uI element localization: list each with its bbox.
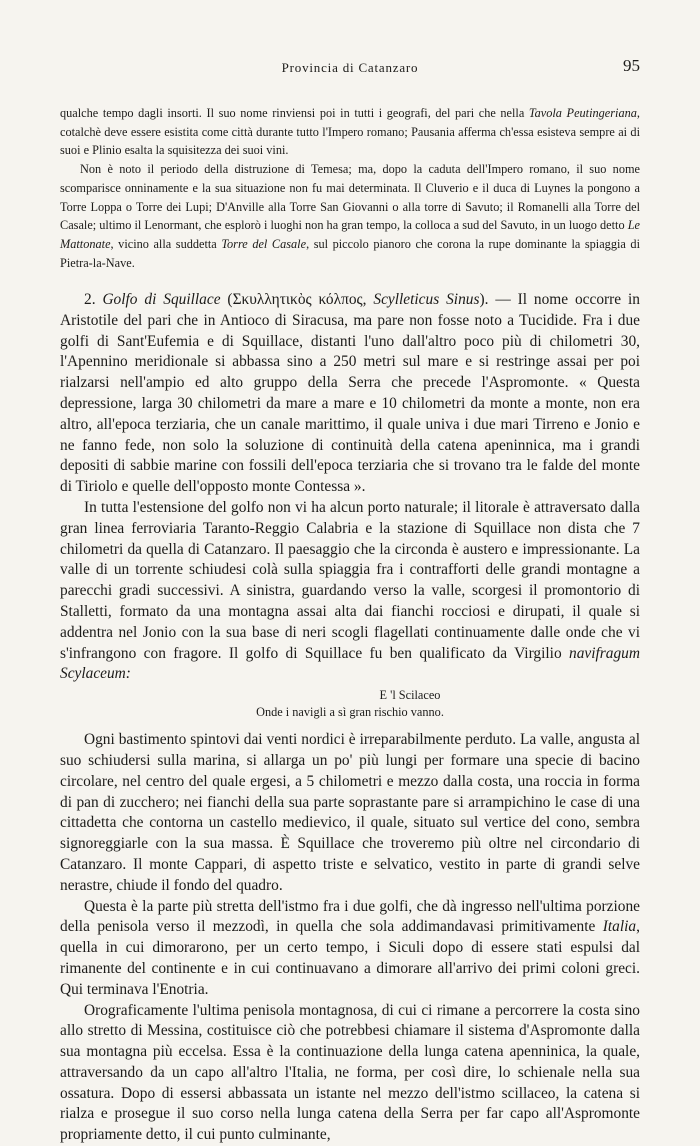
- italic-text: Golfo di Squillace: [102, 291, 220, 308]
- text-run: , cotalchè deve essere esistita come città durante tutto l'Impero romano; Pausania afferma ch'essa esisteva sempre ai di suoi e Plinio esalta la squisitezza dei suoi vini.: [60, 106, 640, 157]
- text-run: Orograficamente l'ultima penisola montagnosa, di cui ci rimane a percorrere la costa sino allo stretto di Messina, costituisce ciò che potrebbesi chiamare il sistema d'Aspromonte dalla sua montagna più eccelsa. Essa è la continuazione della lunga catena apenninica, la quale, attraversando da un capo all'altro l'Italia, ne forma, per così dire, lo schienale nella sua ossatura. Dopo di essersi abbassata un istante nel mezzo dell'istmo scillaceo, la catena si rialza e prosegue il suo corso nella lunga catena della Serra per far capo all'Aspromonte propriamente detto, il cui punto culminante,: [60, 1002, 640, 1144]
- italic-text: Italia: [603, 918, 636, 935]
- italic-text: Tavola Peutingeriana: [529, 106, 637, 120]
- running-head: [60, 56, 640, 80]
- paragraph: [60, 1001, 640, 1146]
- paragraph: [60, 498, 640, 685]
- paragraph: [60, 897, 640, 1001]
- italic-text: navifragum Scylaceum:: [60, 645, 640, 683]
- text-run: ). — Il nome occorre in Aristotile del pari che in Antioco di Siracusa, ma pare non fosse noto a Tucidide. Fra i due golfi di Sant'Eufemia e di Squillace, distanti l'uno dall'altro poco più di chilometri 30, l'Apennino meridionale si abbassa sino a 250 metri sul mare e si restringe assai per poi rialzarsi nell'ampio ed alto gruppo della Serra che precede l'Aspromonte. « Questa depressione, larga 30 chilometri da mare a mare e 10 chilometri da monte a monte, non era altro, all'epoca terziaria, che un canale marittimo, il quale univa i due mari Tirreno e Jonio e ne fanno fede, non solo la soluzione di continuità della catena apeninnica, ma i grandi depositi di sabbie marine con fossili dell'epoca terziaria che si trovano tra le falde del monte di Tiriolo e quelle dell'opposto monte Contessa ».: [60, 291, 640, 495]
- italic-text: Scylleticus Sinus: [373, 291, 479, 308]
- page-number: 95: [623, 56, 640, 76]
- paragraph: [60, 160, 640, 272]
- verse-line-2: Onde i navigli a sì gran rischio vanno.: [60, 704, 640, 721]
- text-run: 2.: [84, 291, 102, 308]
- italic-text: Torre del Casale: [221, 237, 306, 251]
- text-run: (: [221, 291, 233, 308]
- running-title: Provincia di Catanzaro: [60, 60, 640, 76]
- text-run: qualche tempo dagli insorti. Il suo nome rinviensi poi in tutti i geografi, del pari che nella: [60, 106, 529, 120]
- main-text-section: [60, 290, 640, 1146]
- text-run: , quella in cui dimorarono, per un certo tempo, i Siculi dopo di essere stati espulsi dal rimanente del continente e in cui continuavano a dimorare all'arrivo dei primi coloni greci. Qui terminava l'Enotria.: [60, 918, 640, 997]
- small-print-section: [60, 104, 640, 272]
- verse-quote: [60, 687, 640, 721]
- text-run: , vicino alla suddetta: [111, 237, 222, 251]
- paragraph: [60, 104, 640, 160]
- italic-text: Le Mattonate: [60, 218, 640, 251]
- verse-line-1: E 'l Scilaceo: [60, 687, 640, 704]
- paragraph: [60, 730, 640, 896]
- text-run: , sul piccolo pianoro che corona la rupe dominante la spiaggia di Pietra-la-Nave.: [60, 237, 640, 270]
- golfo-squillace-section: [60, 290, 640, 685]
- paragraph: [60, 290, 640, 498]
- text-run: Ogni bastimento spintovi dai venti nordici è irreparabilmente perduto. La valle, angusta al suo schiudersi sulla marina, si allarga un po' più lungi per formare una specie di bacino circolare, nel centro del quale ergesi, a 5 chilometri e mezzo dalla costa, una roccia in forma di pan di zucchero; nei fianchi della sua parte soprastante pare si arrampichino le case di una cittadetta che contorna un castello medievico, il quale, situato sul vertice del cono, sembra signoreggiarle con la sua massa. È Squillace che troveremo più oltre nel circondario di Catanzaro. Il monte Cappari, di aspetto triste e selvatico, vestito in parte di grandi selve nerastre, chiude il fondo del quadro.: [60, 731, 640, 894]
- text-run: In tutta l'estensione del golfo non vi ha alcun porto naturale; il litorale è attraversato dalla gran linea ferroviaria Taranto-Reggio Calabria e la stazione di Squillace non dista che 7 chilometri da quella di Catanzaro. Il paesaggio che la circonda è austero e impressionante. La valle di un torrente schiudesi colà sulla spiaggia fra i contrafforti delle grandi montagne a parecchi gradi successivi. A sinistra, guardando verso la valle, scorgesi il promontorio di Stalletti, formato da una montagna assai alta dai fianchi rocciosi e dirupati, il quale si addentra nel Jonio con la sua base di neri scogli flagellati continuamente dalle onde che vi s'infrangono con fragore. Il golfo di Squillace fu ben qualificato da Virgilio: [60, 499, 640, 662]
- text-run: ,: [363, 291, 374, 308]
- greek-text: Σκυλλητικὸς κόλπος: [233, 291, 363, 308]
- text-run: Questa è la parte più stretta dell'istmo fra i due golfi, che dà ingresso nell'ultima porzione della penisola verso il mezzodì, in quella che sola addimandavasi primitivamente: [60, 898, 640, 936]
- text-run: Non è noto il periodo della distruzione di Temesa; ma, dopo la caduta dell'Impero romano, il suo nome scomparisce onninamente e la sua situazione non fu mai determinata. Il Cluverio e il duca di Luynes la pongono a Torre Loppa o Torre dei Lupi; D'Anville alla Torre San Giovanni o alla torre di Savuto; il Romanelli alla Torre del Casale; ultimo il Lenormant, che esplorò i luoghi non ha gran tempo, la colloca a sud del Savuto, in un luogo detto: [60, 162, 640, 232]
